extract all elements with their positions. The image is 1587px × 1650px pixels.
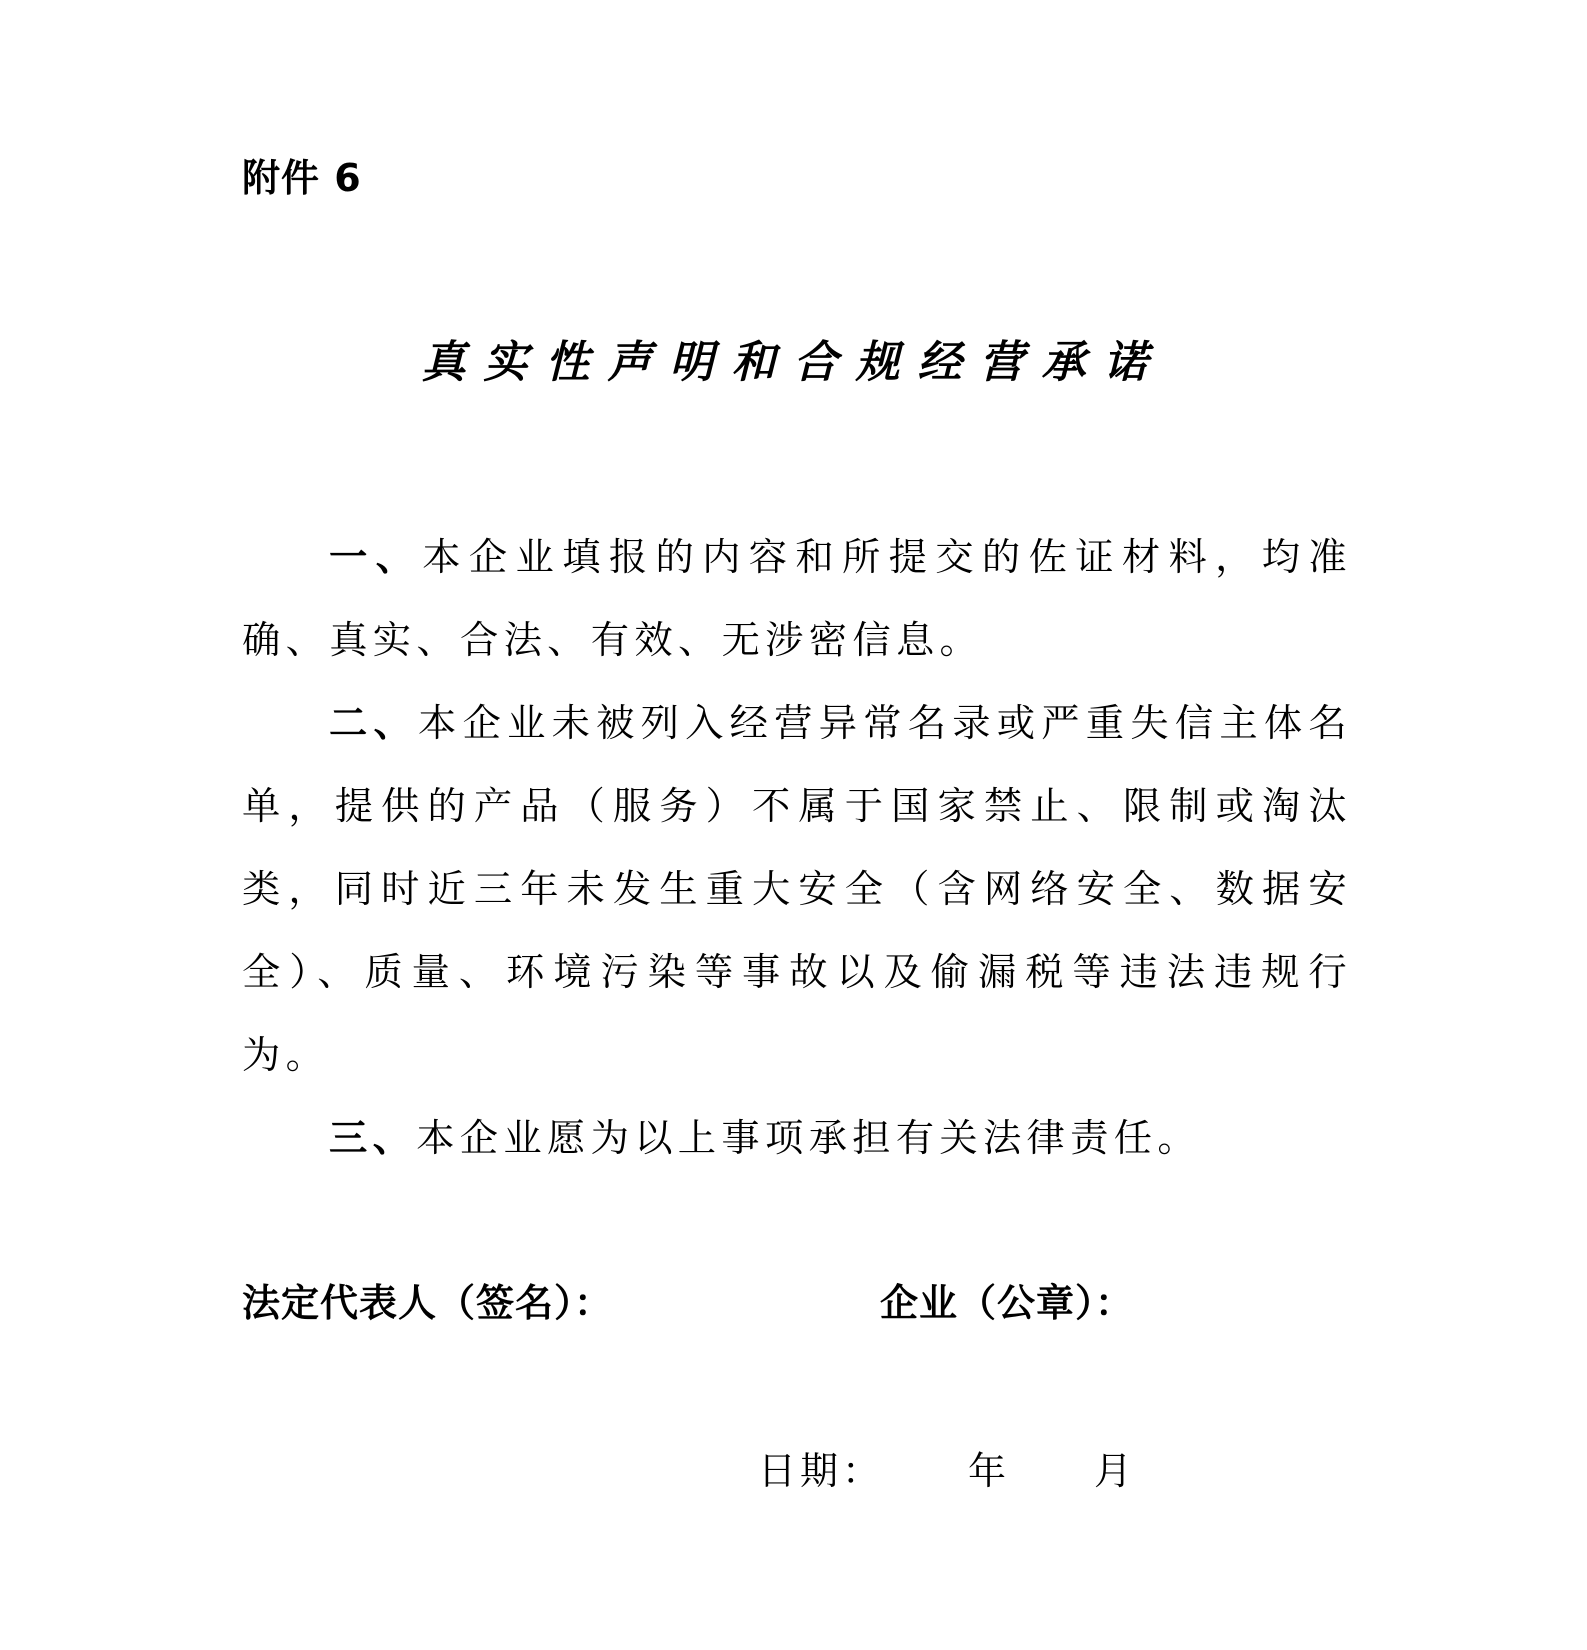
paragraph-3 xyxy=(242,1097,1352,1180)
attachment-label: 附件 6 xyxy=(242,156,362,200)
date-year-label: 年 xyxy=(968,1449,1007,1493)
document-body xyxy=(242,516,1352,1180)
legal-representative-signature-label: 法定代表人（签名）： xyxy=(242,1281,614,1325)
paragraph-1-text: 本企业填报的内容和所提交的佐证材料，均准确、真实、合法、有效、无涉密信息。 xyxy=(242,535,1352,663)
date-label: 日期： xyxy=(758,1449,885,1493)
company-seal-label: 企业（公章）： xyxy=(880,1281,1135,1325)
document-title: 真实性声明和合规经营承诺 xyxy=(421,337,1166,388)
date-month-label: 月 xyxy=(1094,1449,1133,1493)
paragraph-2-text: 本企业未被列入经营异常名录或严重失信主体名单，提供的产品（服务）不属于国家禁止、限制或淘汰类，同时近三年未发生重大安全（含网络安全、数据安全）、质量、环境污染等事故以及偷漏税等违法违规行为。 xyxy=(242,701,1352,1078)
paragraph-3-text: 本企业愿为以上事项承担有关法律责任。 xyxy=(416,1116,1201,1161)
paragraph-1 xyxy=(242,516,1352,682)
paragraph-2 xyxy=(242,682,1352,1097)
paragraph-1-number: 一、 xyxy=(329,535,423,580)
paragraph-3-number: 三、 xyxy=(329,1116,417,1161)
paragraph-2-number: 二、 xyxy=(329,701,419,746)
